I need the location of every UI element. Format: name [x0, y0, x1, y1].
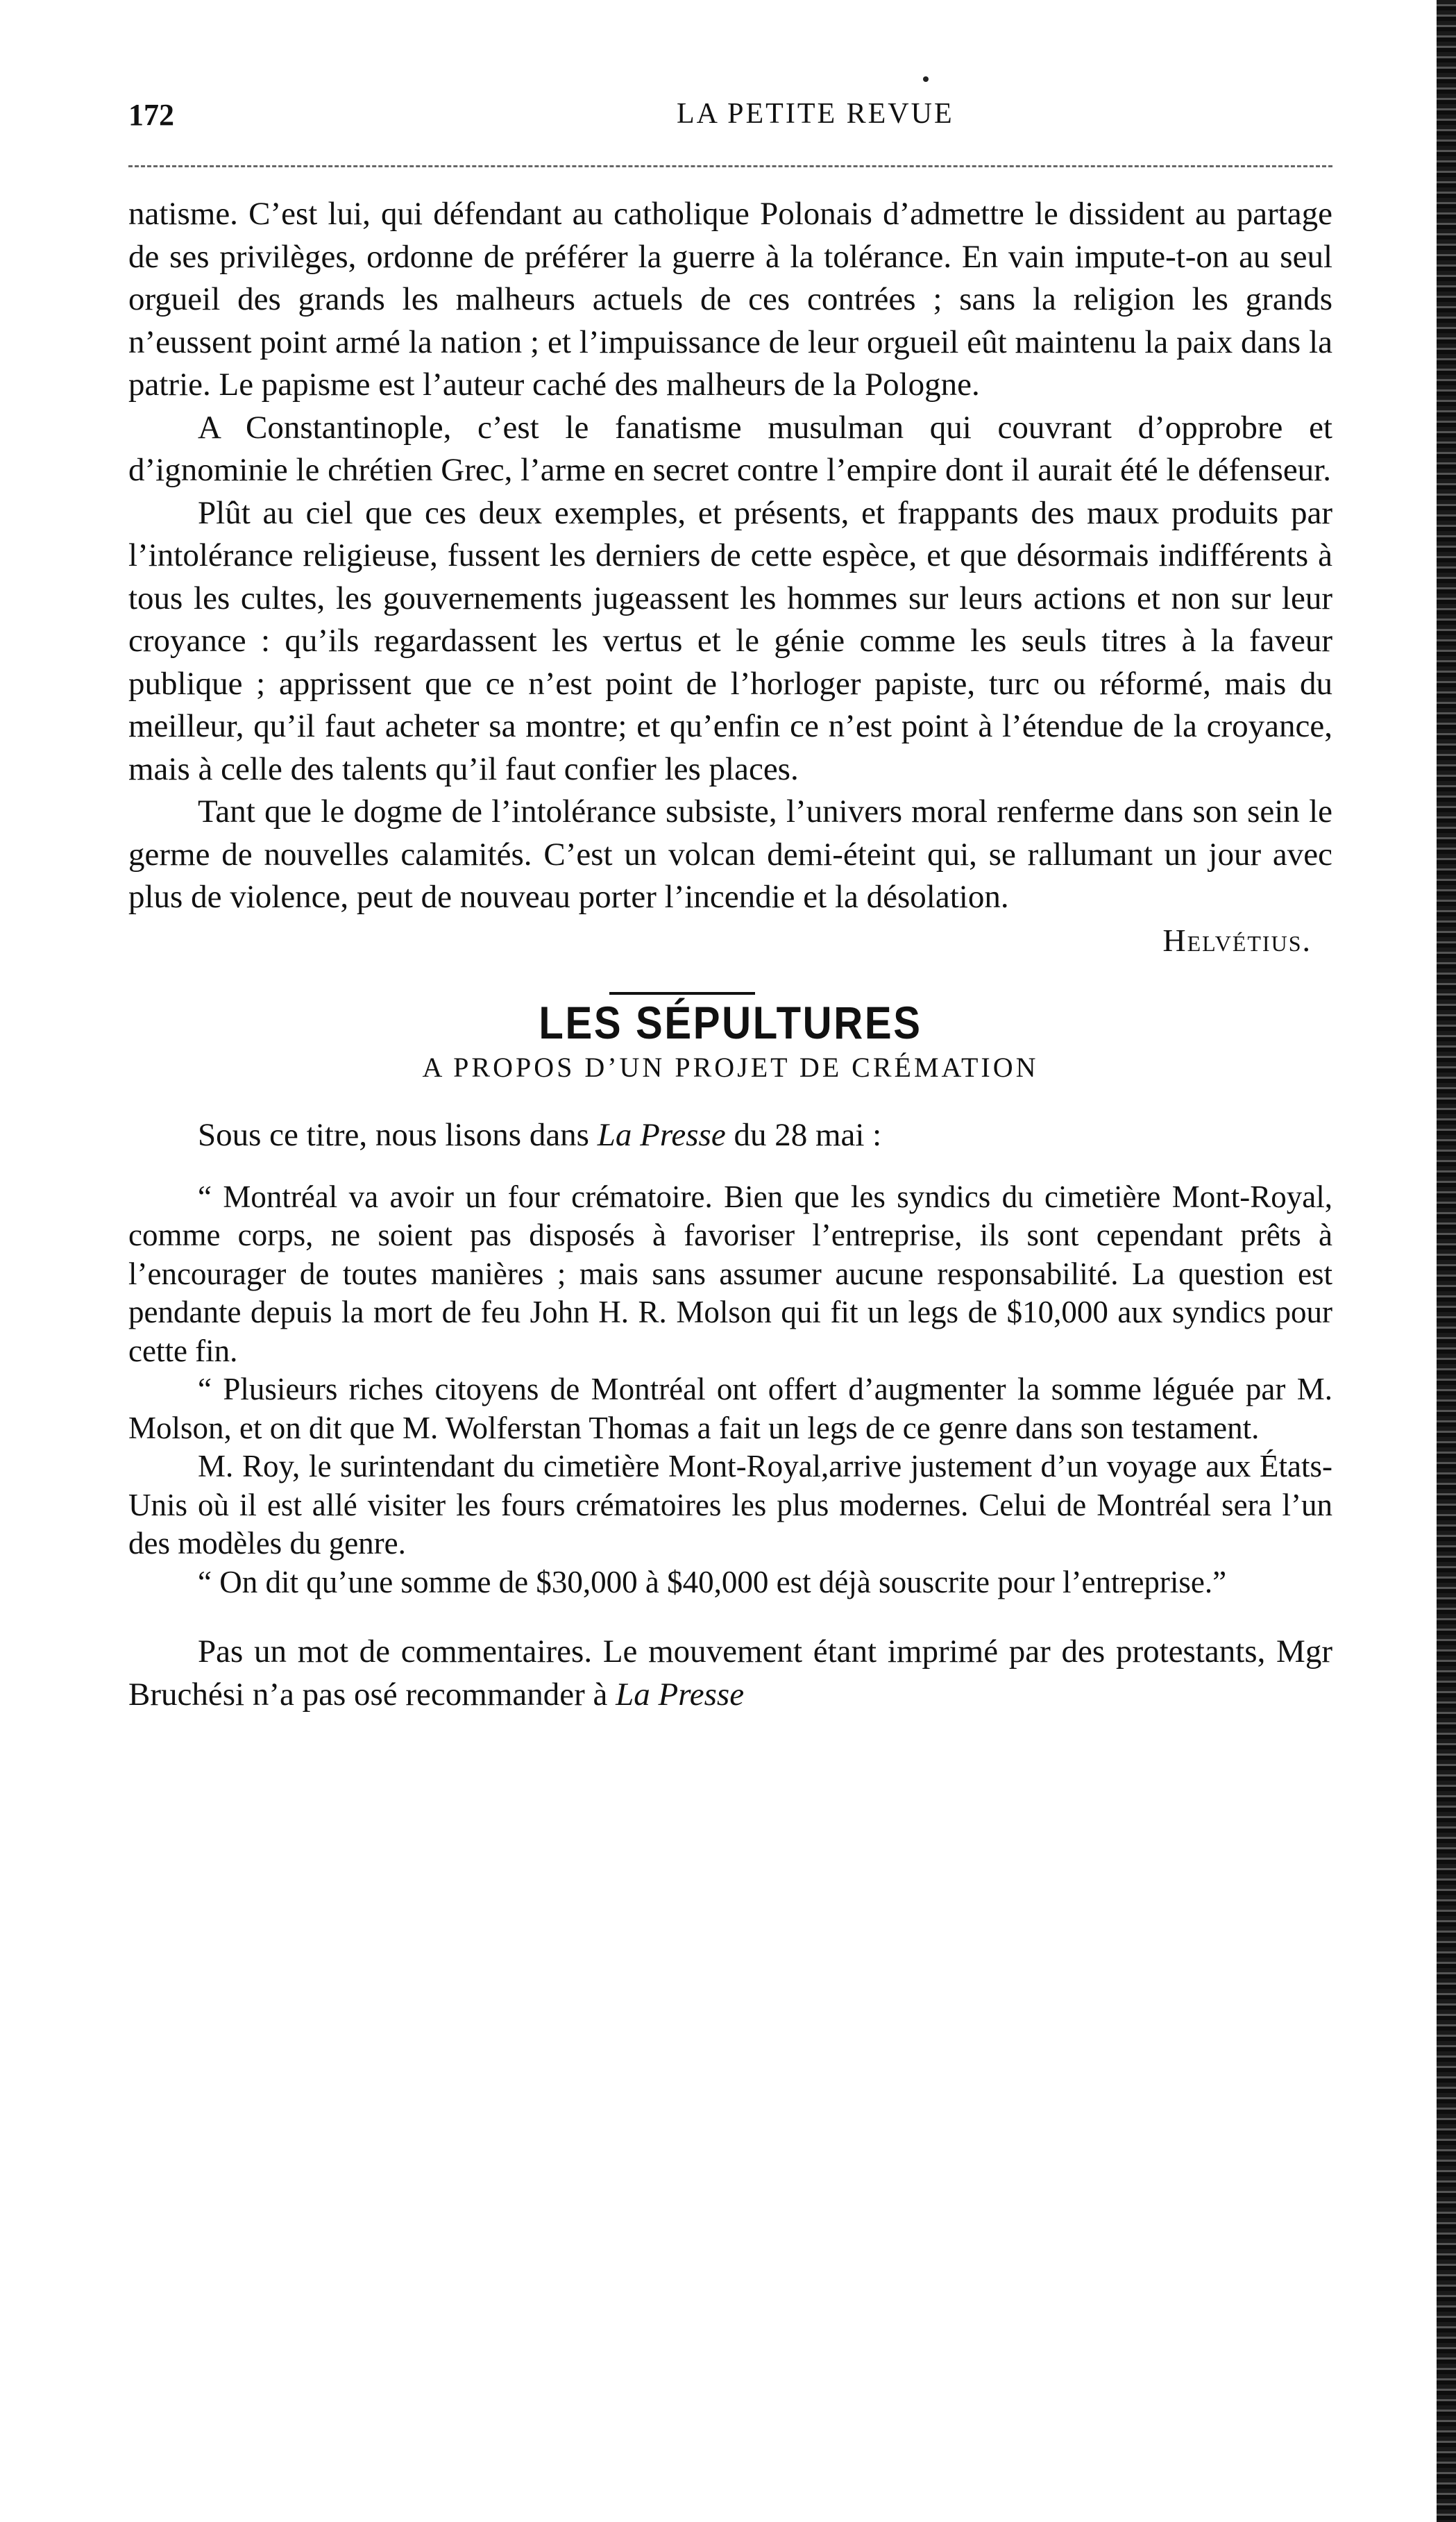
article-subtitle: A PROPOS D’UN PROJET DE CRÉMATION: [422, 1052, 1039, 1083]
closing-text: Pas un mot de commentaires. Le mouvement étant imprimé par des protestants, Mgr Bruchési n’a pas osé recommander à: [128, 1633, 1332, 1713]
binding-edge: [1437, 0, 1456, 2522]
closing-paragraph: [128, 1631, 1332, 1716]
article-intro: [128, 1114, 1332, 1157]
running-title: LA PETITE REVUE: [677, 98, 954, 130]
intro-date: du 28 mai :: [725, 1117, 882, 1153]
page-body: [128, 193, 1332, 1716]
quote-paragraph-1: “ Montréal va avoir un four crématoire. Bien que les syndics du cimetière Mont-Royal, comme corps, ne soient pas disposés à favoriser l’entreprise, ils sont cependant prêts à l’encourager de toutes manières ; mais sans assumer aucune responsabilité. La question est pendante depuis la mort de feu John H. R. Molson qui fit un legs de $10,000 aux syndics pour cette fin.: [128, 1179, 1332, 1368]
quote-paragraph-3: M. Roy, le surintendant du cimetière Mont-Royal,arrive justement d’un voyage aux États-Unis où il est allé visiter les fours crématoires les plus modernes. Celui de Montréal sera l’un des modèles du genre.: [128, 1449, 1332, 1561]
paragraph-constantinople: A Constantinople, c’est le fanatisme musulman qui couvrant d’opprobre et d’ignominie le chrétien Grec, l’arme en secret contre l’empire dont il aurait été le défenseur.: [128, 409, 1332, 488]
author-signature: Helvétius.: [1162, 922, 1312, 958]
article-title: LES SÉPULTURES: [539, 997, 922, 1048]
ink-speck: [923, 76, 929, 82]
paragraph-dogme: Tant que le dogme de l’intolérance subsiste, l’univers moral renferme dans son sein le germe de nouvelles calamités. C’est un volcan demi-éteint qui, se rallumant un jour avec plus de violence, peut de nouveau porter l’incendie et la désolation.: [128, 793, 1332, 915]
header-rule: [128, 165, 1332, 167]
page-number: 172: [128, 98, 174, 132]
newspaper-name-closing: La Presse: [616, 1676, 745, 1713]
paragraph-intolerance: Plût au ciel que ces deux exemples, et présents, et frappants des maux produits par l’intolérance religieuse, fussent les derniers de cette espèce, et que désormais indifférents à tous les cultes, les gouvernements jugeassent les hommes sur leurs actions et non sur leur croyance : qu’ils regardassent les vertus et le génie comme les seuls titres à la faveur publique ; apprissent que ce n’est point de l’horloger papiste, turc ou réformé, mais du meilleur, qu’il faut acheter sa montre; et qu’enfin ce n’est point à l’étendue de la croyance, mais à celle des talents qu’il faut confier les places.: [128, 494, 1332, 787]
page-header: [128, 97, 1332, 146]
quote-paragraph-4: “ On dit qu’une somme de $30,000 à $40,000 est déjà souscrite pour l’entreprise.”: [198, 1564, 1227, 1599]
paragraph-continued: natisme. C’est lui, qui défendant au catholique Polonais d’admettre le dissident au partage de ses privilèges, ordonne de préférer la guerre à la tolérance. En vain impute-t-on au seul orgueil des grands les malheurs actuels de ces contrées ; sans la religion les grands n’eussent point armé la nation ; et l’impuissance de leur orgueil eût maintenu la paix dans la patrie. Le papisme est l’auteur caché des malheurs de la Pologne.: [128, 196, 1332, 403]
newspaper-name: La Presse: [597, 1117, 726, 1153]
intro-text: Sous ce titre, nous lisons dans: [198, 1117, 598, 1153]
quote-paragraph-2: “ Plusieurs riches citoyens de Montréal ont offert d’augmenter la somme léguée par M. Molson, et on dit que M. Wolferstan Thomas a fait un legs de ce genre dans son testament.: [128, 1372, 1332, 1445]
